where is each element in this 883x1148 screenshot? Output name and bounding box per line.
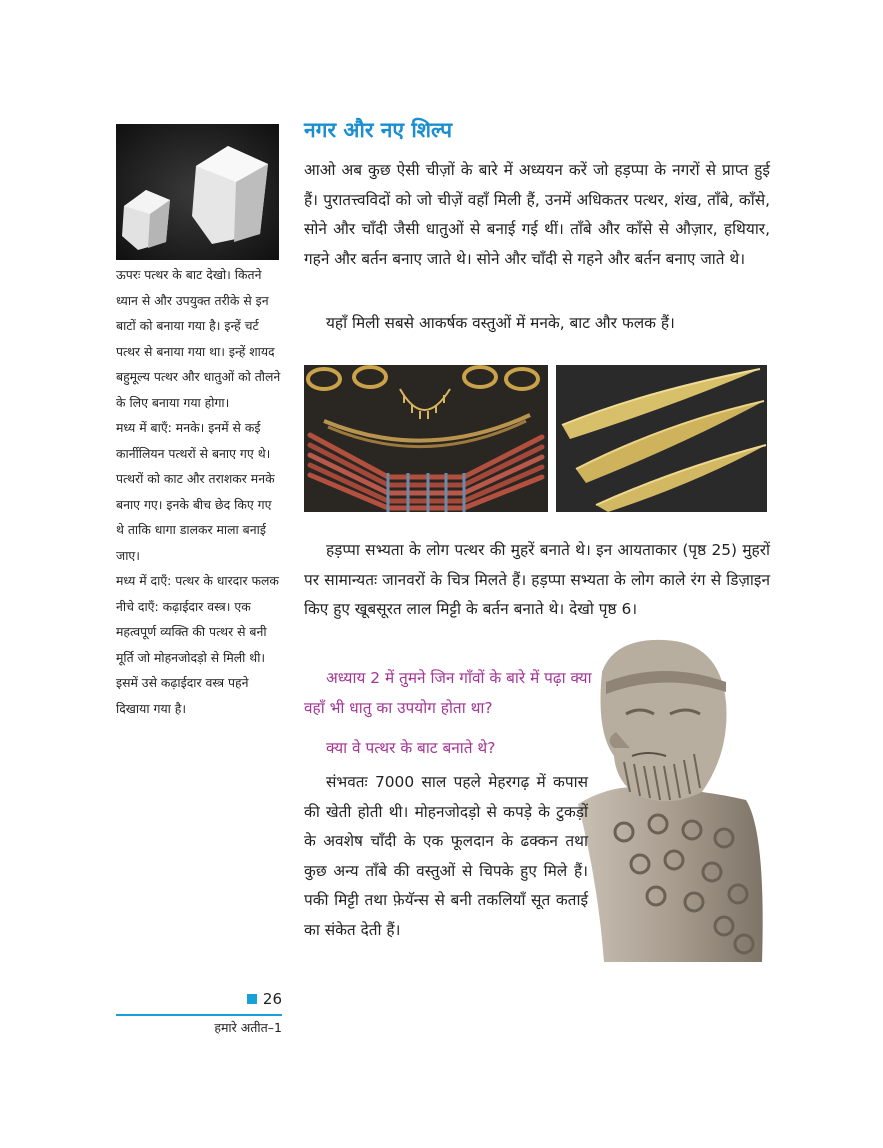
caption-blades: मध्य में दाएँ: पत्थर के धारदार फलक: [116, 573, 279, 588]
page-footer: [116, 990, 282, 1036]
question-stone-weights: क्या वे पत्थर के बाट बनाते थे?: [326, 739, 496, 757]
paragraph-metals: आओ अब कुछ ऐसी चीज़ों के बारे में अध्ययन करें जो हड़प्पा के नगरों से प्राप्त हुई हैं। पुरातत्त्वविदों को जो चीज़ें वहाँ मिली हैं, उनमें अधिकतर पत्थर, शंख, ताँबे, काँसे, सोने और चाँदी जैसी धातुओं से बनाई गई थीं। ताँबे और काँसे से औज़ार, हथियार, गहने और बर्तन बनाए जाते थे। सोने और चाँदी से गहने और बर्तन बनाए जाते थे।: [304, 161, 770, 268]
page-number: 26: [262, 990, 282, 1008]
page-marker-square: [247, 994, 257, 1004]
caption-statue: नीचे दाएँ: कढ़ाईदार वस्त्र। एक महत्वपूर्ण व्यक्ति की पत्थर से बनी मूर्ति जो मोहनजोदड़ो से मिली थी। इसमें उसे कढ़ाईदार वस्त्र पहने दिखाया गया है।: [116, 598, 267, 716]
paragraph-seals: हड़प्पा सभ्यता के लोग पत्थर की मुहरें बनाते थे। इन आयताकार (पृष्ठ 25) मुहरों पर सामान्यतः जानवरों के चित्र मिलते हैं। हड़प्पा सभ्यता के लोग काले रंग से डिज़ाइन किए हुए खूबसूरत लाल मिट्टी के बर्तन बनाते थे। देखो पृष्ठ 6।: [304, 541, 770, 618]
beads-necklace-photo: [304, 365, 548, 512]
stone-weights-photo: [116, 124, 279, 260]
footer-divider: [116, 1014, 282, 1016]
caption-beads: मध्य में बाएँ: मनके। इनमें से कई कार्नीलियन पत्थरों से बनाए गए थे। पत्थरों को काट और तराशकर मनके बनाए गए। इनके बीच छेद किए गए थे ताकि धागा डालकर माला बनाई जाए।: [116, 420, 275, 563]
stone-blades-photo: [556, 365, 767, 512]
paragraph-objects: यहाँ मिली सबसे आकर्षक वस्तुओं में मनके, बाट और फलक हैं।: [326, 314, 675, 332]
paragraph-cotton: संभवतः 7000 साल पहले मेहरगढ़ में कपास की खेती होती थी। मोहनजोदड़ो से कपड़े के टुकड़ों के अवशेष चाँदी के एक फूलदान के ढक्कन तथा कुछ अन्य ताँबे की वस्तुओं से चिपके हुए मिले हैं। पकी मिट्टी तथा फ़ेयॅन्स से बनी तकलियाँ सूत कताई का संकेत देती हैं।: [304, 773, 588, 939]
priest-king-statue-photo: [574, 632, 774, 968]
section-heading: नगर और नए शिल्प: [304, 118, 452, 142]
question-metal-use: अध्याय 2 में तुमने जिन गाँवों के बारे में पढ़ा क्या वहाँ भी धातु का उपयोग होता था?: [304, 669, 592, 717]
caption-weights: ऊपरः पत्थर के बाट देखो। कितने ध्यान से और उपयुक्त तरीके से इन बाटों को बनाया गया है। इन्हें चर्ट पत्थर से बनाया गया था। इन्हें शायद बहुमूल्य पत्थर और धातुओं को तौलने के लिए बनाया गया होगा।: [116, 267, 281, 410]
book-title: हमारे अतीत–1: [214, 1019, 282, 1035]
sidebar-captions: [116, 262, 282, 721]
